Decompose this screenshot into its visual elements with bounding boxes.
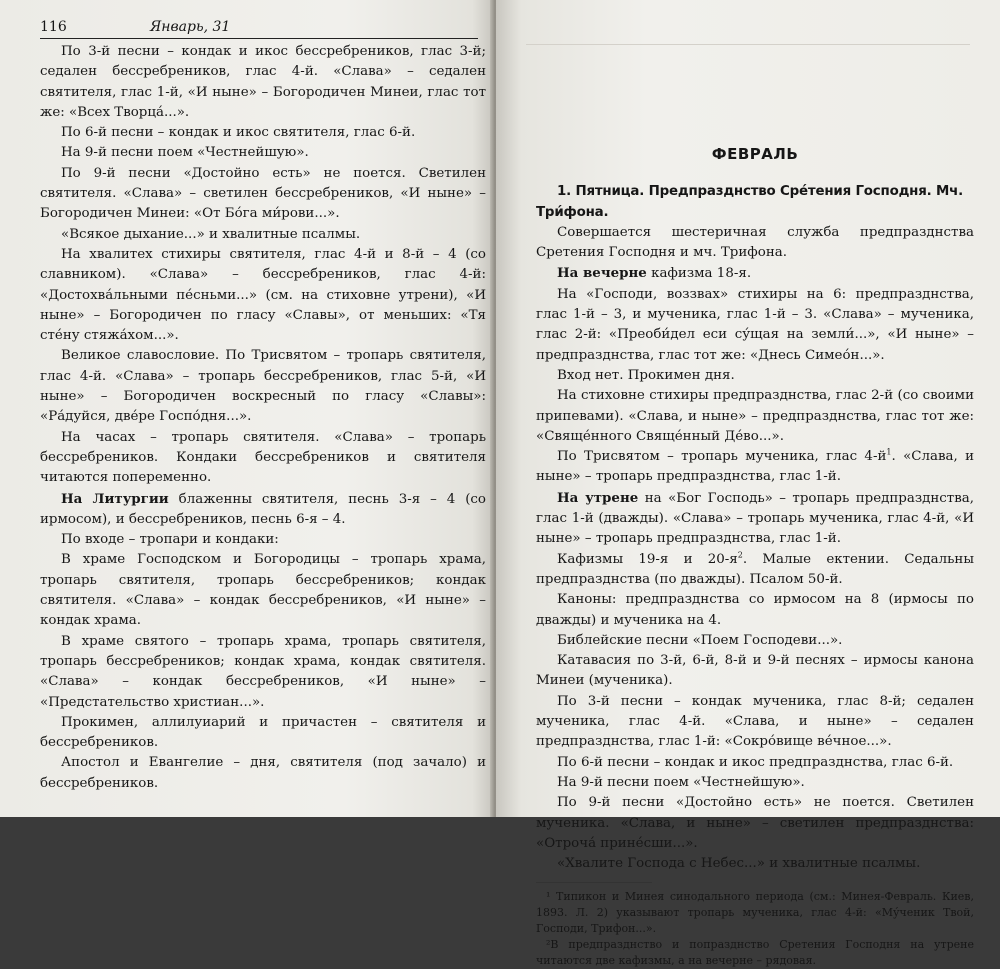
paragraph: Апостол и Евангелие – дня, святителя (под зачало) и бессребреников. — [40, 755, 486, 791]
paragraph: В храме Господском и Богородицы – тропарь храма, тропарь святителя, тропарь бессребреников; кондак святителя. «Слава» – кондак бессребреников, «И ныне» – кондак храма. — [40, 552, 486, 629]
left-text-column — [40, 42, 486, 794]
footnote-ref: 1 — [886, 447, 892, 457]
paragraph: Катавасия по 3-й, 6-й, 8-й и 9-й песнях – ирмосы канона Минеи (мученика). — [536, 653, 974, 689]
trisagion-paragraph — [536, 447, 974, 488]
paragraph: По 6-й песни – кондак и икос святителя, глас 6-й. — [61, 125, 416, 141]
paragraph: По 3-й песни – кондак и икос бессребреников, глас 3-й; седален бессребреников, глас 4-й. «Слава» – седален святителя, глас 1-й, «И ныне» – Богородичен Минеи, глас тот же: «Всех Творца́...». — [40, 44, 486, 120]
paragraph: По 6-й песни – кондак и икос предпразднства, глас 6-й. — [557, 754, 954, 770]
matins-text: на «Бог Господь» – тропарь предпразднства, глас 1-й (дважды). «Слава» – тропарь мученика, глас 4-й, «И ныне» – тропарь предпразднства, глас 1-й. — [536, 490, 974, 547]
trisagion-text: По Трисвятом – тропарь мученика, глас 4-й — [557, 449, 887, 465]
day-heading: 1. Пятница. Предпразднство Сре́тения Господня. Мч. Три́фона. — [536, 184, 963, 220]
paragraph: На стиховне стихиры предпразднства, глас 2-й (со своими припевами). «Слава, и ныне» – предпразднства, глас тот же: «Свяще́нного Свяще́нный Де́во...». — [536, 388, 974, 444]
footnote-ref: 2 — [737, 550, 743, 560]
matins-label: На утрене — [557, 489, 639, 506]
paragraph: «Хвалите Господа с Небес...» и хвалитные псалмы. — [557, 856, 921, 872]
liturgy-label: На Литургии — [61, 490, 169, 507]
matins-paragraph — [536, 488, 974, 550]
liturgy-text: блаженны святителя, песнь 3-я – 4 (со ирмосом), и бессребреников, песнь 6-я – 4. — [40, 491, 486, 527]
kathisma-rest: . Малые ектении. Седальны предпразднства (по дважды). Псалом 50-й. — [536, 551, 974, 587]
liturgy-paragraph — [40, 489, 486, 531]
paragraph: Совершается шестеричная служба предпразднства Сретения Господня и мч. Трифона. — [536, 224, 974, 261]
paragraph: Прокимен, аллилуиарий и причастен – святителя и бессребреников. — [40, 714, 486, 751]
footnote-rule — [536, 882, 652, 883]
paragraph: В храме святого – тропарь храма, тропарь святителя, тропарь бессребреников; кондак храма, кондак святителя. «Слава» – кондак бессребреников, «И ныне» – «Предстательство христиан...». — [40, 633, 486, 710]
kathisma-text: Кафизмы 19-я и 20-я — [557, 551, 738, 567]
paragraph: По 9-й песни «Достойно есть» не поется. Светилен мученика. «Слава, и ныне» – светилен предпразднства: «Отроча́ прине́сши...». — [536, 795, 974, 851]
paragraph: Библейские песни «Поем Господеви...». — [557, 632, 843, 648]
paragraph: На 9-й песни поем «Честнейшую». — [61, 145, 309, 161]
month-title: ФЕВРАЛЬ — [711, 145, 799, 163]
paragraph: По 9-й песни «Достойно есть» не поется. Светилен святителя. «Слава» – светилен бессребреников, «И ныне» – Богородичен Минеи: «От Бо́га ми́рови...». — [40, 165, 486, 222]
vespers-paragraph — [536, 263, 974, 284]
vespers-text: кафизма 18-я. — [646, 266, 752, 282]
right-text-column — [536, 42, 974, 969]
vespers-label: На вечерне — [557, 265, 647, 282]
paragraph: На часах – тропарь святителя. «Слава» – тропарь бессребреников. Кондаки бессребреников и святителя читаются попеременно. — [40, 429, 486, 486]
running-title: Январь, 31 — [150, 19, 231, 35]
paragraph: Великое славословие. По Трисвятом – тропарь святителя, глас 4-й. «Слава» – тропарь бессребреников, глас 5-й, «И ныне» – Богородичен воскресный по гласу «Славы»: «Ра́дуйся, две́ре Госпо́дня...». — [40, 348, 486, 425]
paragraph: На «Господи, воззвах» стихиры на 6: предпразднства, глас 1-й – 3, и мученика, глас 1-й – 3. «Слава» – мученика, глас 2-й: «Преоби́дел еси су́щая на земли́...», «И ныне» – предпразднства, глас тот же: «Днесь Симео́н...». — [536, 286, 974, 363]
running-head-rule — [40, 38, 478, 39]
paragraph: На 9-й песни поем «Честнейшую». — [557, 774, 805, 790]
footnote: ²В предпразднство и попразднство Сретения Господня на утрене читаются две кафизмы, а на вечерне – рядовая. — [536, 938, 974, 968]
kathisma-paragraph — [536, 550, 974, 591]
paragraph: На хвалитех стихиры святителя, глас 4-й и 8-й – 4 (со славником). «Слава» – бессребреников, глас 4-й: «Достохва́льными пе́сньми...» (см. на стиховне утрени), «И ныне» – Богородичен по гласу «Славы», от меньших: «Тя сте́ну стяжа́хом...». — [40, 246, 486, 344]
left-page — [0, 0, 492, 817]
paragraph: Вход нет. Прокимен дня. — [557, 367, 735, 383]
paragraph: По входе – тропари и кондаки: — [61, 532, 279, 548]
paragraph: По 3-й песни – кондак мученика, глас 8-й; седален мученика, глас 4-й. «Слава, и ныне» – седален предпразднства, глас 1-й: «Сокро́вище ве́чное...». — [536, 693, 974, 750]
paragraph: «Всякое дыхание...» и хвалитные псалмы. — [61, 226, 361, 242]
right-page — [496, 0, 1000, 968]
trisagion-rest: . «Слава, и ныне» – тропарь предпразднства, глас 1-й. — [536, 449, 975, 485]
page-number: 116 — [40, 19, 67, 35]
paragraph: Каноны: предпразднства со ирмосом на 8 (ирмосы по дважды) и мученика на 4. — [536, 592, 974, 628]
footnote: ¹ Типикон и Минея синодального периода (см.: Минея-Февраль. Киев, 1893. Л. 2) указывают тропарь мученика, глас 4-й: «Му́ченик Твой, Господи, Трифон...». — [536, 890, 974, 936]
